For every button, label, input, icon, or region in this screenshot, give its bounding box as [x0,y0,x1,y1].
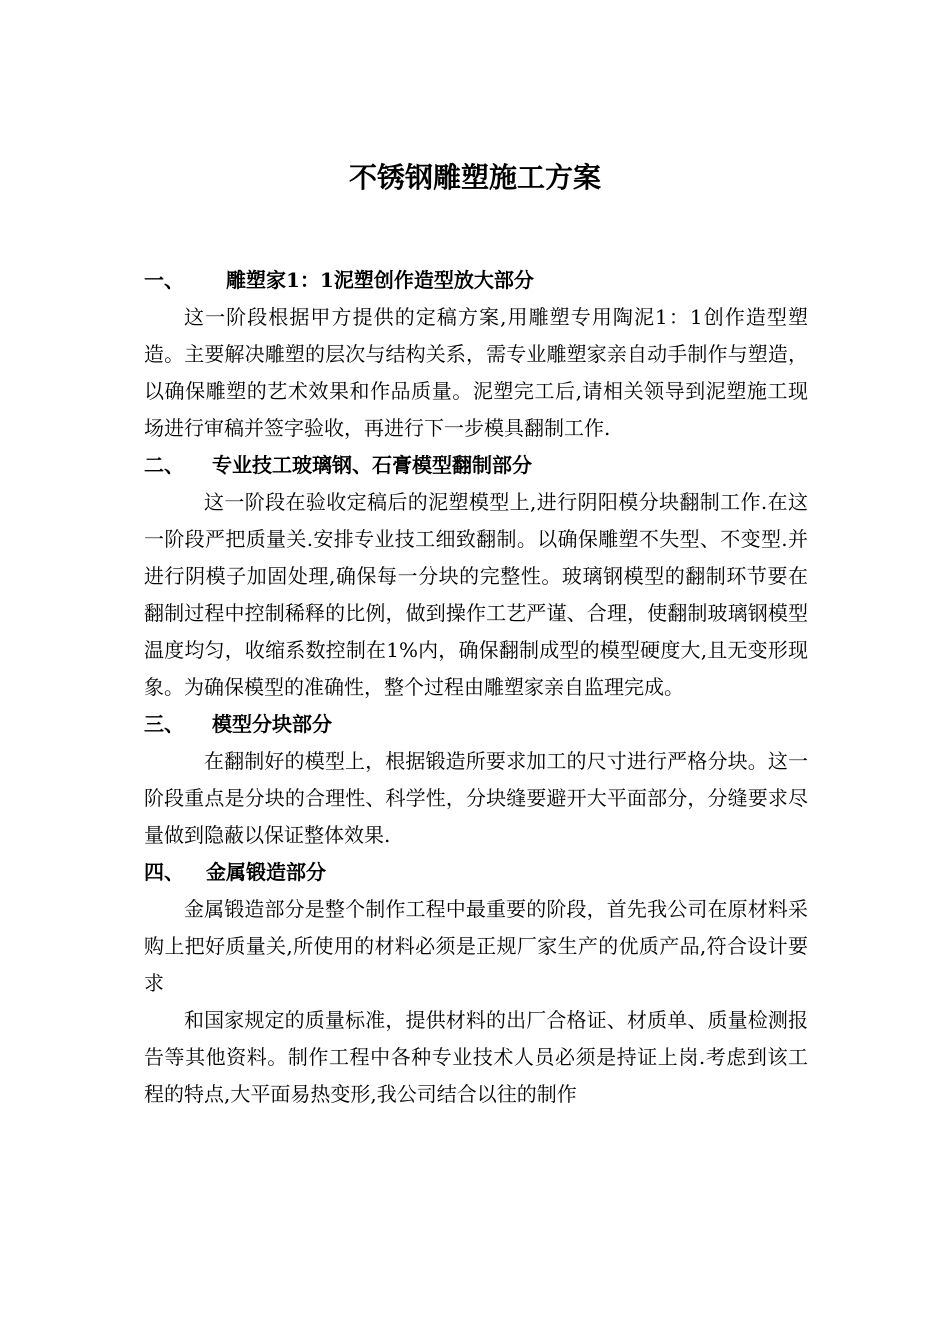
section-number: 一、 [144,268,184,292]
section-number: 二、 [144,453,184,477]
document-body [144,262,808,1113]
section-number: 三、 [144,712,184,736]
section-heading-text: 雕塑家1：1泥塑创作造型放大部分 [226,268,534,292]
section-heading-3 [144,706,808,743]
section-heading-text: 专业技工玻璃钢、石膏模型翻制部分 [212,453,532,477]
section-heading-4 [144,854,808,891]
section-heading-text: 模型分块部分 [212,712,332,736]
section-number: 四、 [144,860,184,884]
paragraph: 在翻制好的模型上，根据锻造所要求加工的尺寸进行严格分块。这一阶段重点是分块的合理性、科学性，分块缝要避开大平面部分，分缝要求尽量做到隐蔽以保证整体效果. [144,749,808,847]
section-heading-1 [144,262,808,299]
document-title: 不锈钢雕塑施工方案 [348,161,601,194]
section-heading-2 [144,447,808,484]
paragraph: 这一阶段根据甲方提供的定稿方案,用雕塑专用陶泥1：1创作造型塑造。主要解决雕塑的层次与结构关系，需专业雕塑家亲自动手制作与塑造，以确保雕塑的艺术效果和作品质量。泥塑完工后,请相关领导到泥塑施工现场进行审稿并签字验收，再进行下一步模具翻制工作. [144,305,808,440]
paragraph: 金属锻造部分是整个制作工程中最重要的阶段，首先我公司在原材料采购上把好质量关,所使用的材料必须是正规厂家生产的优质产品,符合设计要求 [144,897,808,995]
paragraph: 这一阶段在验收定稿后的泥塑模型上,进行阴阳模分块翻制工作.在这一阶段严把质量关.安排专业技工细致翻制。以确保雕塑不失型、不变型.并进行阴模子加固处理,确保每一分块的完整性。玻璃钢模型的翻制环节要在翻制过程中控制稀释的比例，做到操作工艺严谨、合理，使翻制玻璃钢模型温度均匀，收缩系数控制在1%内，确保翻制成型的模型硬度大,且无变形现象。为确保模型的准确性，整个过程由雕塑家亲自监理完成。 [144,490,808,699]
paragraph: 和国家规定的质量标准，提供材料的出厂合格证、材质单、质量检测报告等其他资料。制作工程中各种专业技术人员必须是持证上岗.考虑到该工程的特点,大平面易热变形,我公司结合以往的制作 [144,1008,808,1106]
section-heading-text: 金属锻造部分 [206,860,326,884]
